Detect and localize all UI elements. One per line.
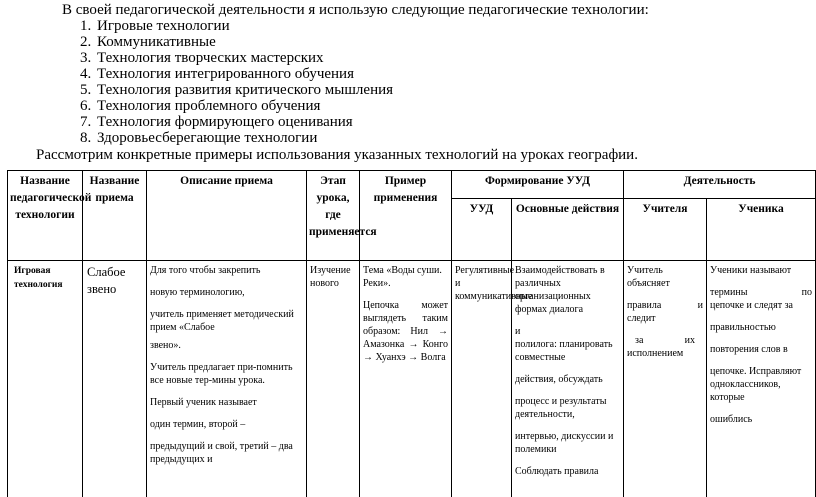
- list-item: [80, 18, 393, 34]
- technology-list: [80, 18, 393, 146]
- description-line: Первый ученик называет: [150, 397, 257, 408]
- actions-line: интервью, дискуссии и полемики: [515, 431, 614, 455]
- list-number: 7.: [80, 114, 92, 130]
- description-line: звено».: [150, 340, 181, 351]
- list-item: [80, 114, 393, 130]
- example-body: Цепочка может выглядеть таким образом: Нил → Амазонка → Конго → Хуанхэ → Волга: [363, 300, 448, 363]
- list-label: Технология проблемного обучения: [97, 98, 321, 114]
- consider-text: Рассмотрим конкретные примеры использования указанных технологий на уроках географии.: [36, 147, 638, 163]
- teacher-word: и: [697, 300, 703, 311]
- list-item: [80, 98, 393, 114]
- list-number: 6.: [80, 98, 92, 114]
- cell-teacher: [624, 261, 707, 497]
- list-label: Технология формирующего оценивания: [97, 114, 353, 130]
- list-item: [80, 130, 393, 146]
- teacher-line: Учитель объясняет: [627, 265, 670, 289]
- cell-uud: Регулятивные и коммуникативные: [452, 261, 512, 497]
- header-main-actions: Основные действия: [512, 199, 624, 261]
- student-line: цепочке и следят за: [710, 300, 793, 311]
- header-uud-group: Формирование УУД: [452, 171, 624, 199]
- header-description: Описание приема: [147, 171, 307, 261]
- description-line: Для того чтобы закрепить: [150, 265, 261, 276]
- student-line: правильностью: [710, 322, 776, 333]
- teacher-word: их: [684, 335, 695, 346]
- list-label: Здоровьесберегающие технологии: [97, 130, 318, 146]
- technology-table: [7, 170, 816, 497]
- list-number: 2.: [80, 34, 92, 50]
- student-line: [710, 286, 812, 299]
- list-number: 5.: [80, 82, 92, 98]
- cell-method: Слабое звено: [83, 261, 147, 497]
- teacher-line: [627, 299, 703, 312]
- list-label: Технология развития критического мышления: [97, 82, 394, 98]
- list-item: [80, 34, 393, 50]
- teacher-line: исполнением: [627, 348, 684, 359]
- header-stage: Этап урока, где применяется: [307, 171, 360, 261]
- list-number: 3.: [80, 50, 92, 66]
- intro-text: В своей педагогической деятельности я использую следующие педагогические технологии:: [62, 2, 649, 18]
- header-uud: УУД: [452, 199, 512, 261]
- list-label: Технология интегрированного обучения: [97, 66, 354, 82]
- list-number: 8.: [80, 130, 92, 146]
- actions-rest: полилога: планировать совместные: [515, 339, 613, 363]
- teacher-line: [627, 334, 703, 347]
- list-item: [80, 50, 393, 66]
- description-line: предыдущий и свой, третий – два предыдущих и: [150, 441, 293, 465]
- header-example: Пример применения: [360, 171, 452, 261]
- teacher-line: следит: [627, 313, 656, 324]
- cell-description: [147, 261, 307, 497]
- actions-line: процесс и результаты деятельности,: [515, 396, 607, 420]
- header-method-name: Название приема: [83, 171, 147, 261]
- actions-line: Соблюдать правила: [515, 466, 599, 477]
- cell-example: [360, 261, 452, 497]
- student-word: термины: [710, 287, 748, 298]
- header-teacher: Учителя: [624, 199, 707, 261]
- list-number: 1.: [80, 18, 92, 34]
- list-number: 4.: [80, 66, 92, 82]
- table-row: [8, 261, 816, 497]
- cell-stage: Изучение нового: [307, 261, 360, 497]
- student-line: ошиблись: [710, 414, 753, 425]
- student-word: по: [801, 287, 812, 298]
- actions-and: и: [515, 326, 521, 337]
- list-label: Коммуникативные: [97, 34, 216, 50]
- cell-tech: Игровая технология: [8, 261, 83, 497]
- list-label: Игровые технологии: [97, 18, 230, 34]
- example-title: Тема «Воды суши. Реки».: [363, 265, 442, 289]
- description-line: один термин, второй –: [150, 419, 246, 430]
- description-line: Учитель предлагает при-помнить все новые тер-мины урока.: [150, 362, 293, 386]
- description-line: учитель применяет методический прием «Слабое: [150, 309, 294, 333]
- cell-main-actions: [512, 261, 624, 497]
- teacher-word: за: [635, 335, 644, 346]
- actions-lead: Взаимодействовать в различных организационных формах диалога: [515, 265, 605, 315]
- actions-line: действия, обсуждать: [515, 374, 603, 385]
- list-label: Технология творческих мастерских: [97, 50, 324, 66]
- student-line: повторения слов в: [710, 344, 788, 355]
- header-activity-group: Деятельность: [624, 171, 816, 199]
- student-line: цепочке. Исправляют одноклассников, которые: [710, 366, 802, 403]
- header-tech-name: Название педагогической технологии: [8, 171, 83, 261]
- cell-student: [707, 261, 816, 497]
- list-item: [80, 82, 393, 98]
- student-line: Ученики называют: [710, 265, 792, 276]
- teacher-word: правила: [627, 300, 662, 311]
- list-item: [80, 66, 393, 82]
- header-student: Ученика: [707, 199, 816, 261]
- description-line: новую терминологию,: [150, 287, 245, 298]
